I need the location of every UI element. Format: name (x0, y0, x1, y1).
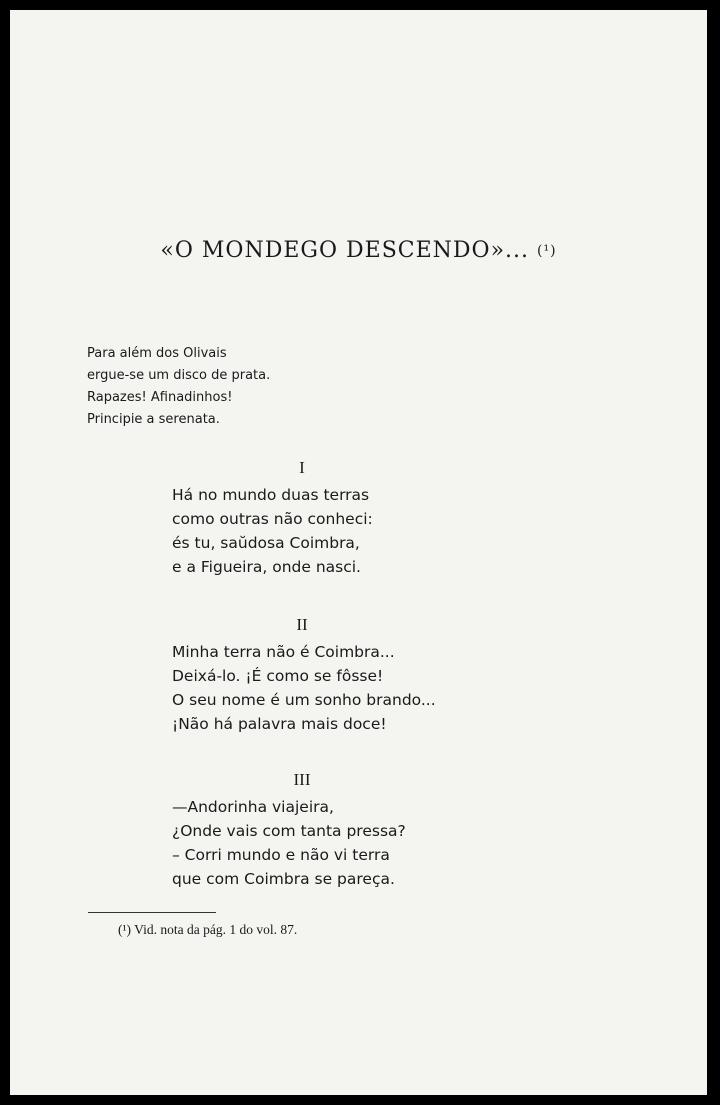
stanza-lines (172, 483, 373, 579)
verse-line: que com Coimbra se pareça. (172, 870, 395, 888)
verse-line: Deixá-lo. ¡É como se fôsse! (172, 667, 384, 685)
verse-line: Minha terra não é Coimbra... (172, 643, 395, 661)
verse-line: Há no mundo duas terras (172, 486, 370, 504)
verse-line: como outras não conheci: (172, 510, 373, 528)
epigraph-line: Para além dos Olivais (87, 346, 227, 361)
verse-line: ¿Onde vais com tanta pressa? (172, 822, 406, 840)
verse-line: —Andorinha viajeira, (172, 798, 334, 816)
epigraph-line: ergue-se um disco de prata. (87, 368, 271, 383)
verse-line: ¡Não há palavra mais doce! (172, 715, 387, 733)
epigraph-line: Rapazes! Afinadinhos! (87, 390, 233, 405)
epigraph (87, 343, 270, 431)
footnote-divider (88, 912, 216, 913)
poem-title (10, 238, 707, 263)
stanza-lines (172, 795, 406, 891)
stanza-number: III (293, 770, 311, 789)
footnote-reference: (¹) (537, 243, 557, 259)
verse-line: és tu, saŭdosa Coimbra, (172, 534, 360, 552)
epigraph-line: Principie a serenata. (87, 412, 220, 427)
footnote: (¹) Vid. nota da pág. 1 do vol. 87. (118, 922, 298, 937)
verse-line: – Corri mundo e não vi terra (172, 846, 390, 864)
stanza-number: I (299, 458, 305, 477)
verse-line: e a Figueira, onde nasci. (172, 558, 361, 576)
stanza-number: II (296, 615, 308, 634)
stanza-lines (172, 640, 436, 736)
document-page (10, 10, 707, 1095)
poem-title-text: «O MONDEGO DESCENDO»... (160, 238, 530, 263)
verse-line: O seu nome é um sonho brando... (172, 691, 436, 709)
